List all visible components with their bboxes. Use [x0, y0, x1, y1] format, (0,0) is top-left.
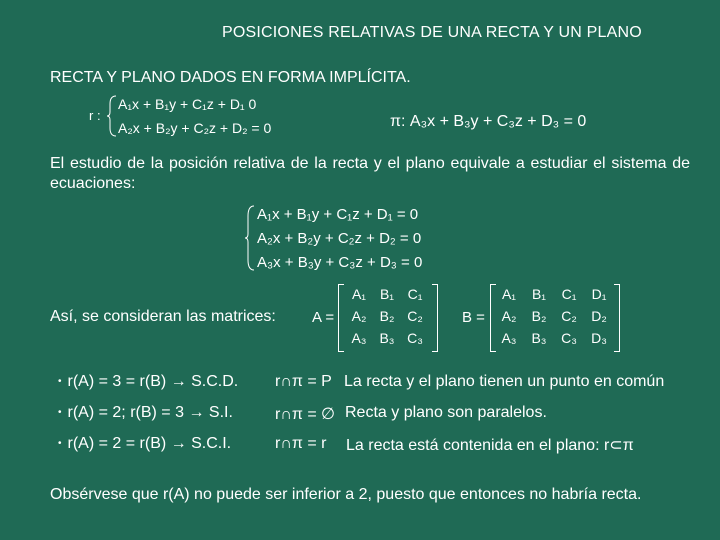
system-equation-3: A₃x + B₃y + C₃z + D₃ = 0 — [257, 254, 423, 271]
matrix-a-cell: C₃ — [407, 330, 423, 346]
matrix-a-cell: C₂ — [407, 308, 423, 324]
matrix-b-cell: A₃ — [501, 330, 517, 346]
arrow-right-icon: → — [170, 373, 187, 390]
system-brace — [244, 204, 256, 272]
matrix-a-cell: A₃ — [351, 330, 367, 346]
matrix-a — [338, 284, 438, 352]
matrix-a-cell: B₁ — [379, 286, 395, 302]
line-equation-2: A₂x + B₂y + C₂z + D₂ = 0 — [118, 120, 272, 136]
arrow-right-icon: → — [188, 404, 205, 421]
matrix-b-cell: C₂ — [561, 308, 577, 324]
matrix-b-name: B = — [462, 309, 485, 326]
matrices-label: Así, se consideran las matrices: — [50, 308, 276, 325]
case-note: Recta y plano son paralelos. — [345, 404, 547, 421]
matrix-a-name: A = — [312, 309, 335, 326]
matrix-a-cell: A₂ — [351, 308, 367, 324]
bullet-icon: • — [58, 376, 62, 388]
case-intersection: r∩π = r — [275, 435, 327, 452]
system-equation-2: A₂x + B₂y + C₂z + D₂ = 0 — [257, 230, 422, 247]
matrix-b-cell: A₂ — [501, 308, 517, 324]
footer-note: Obsérvese que r(A) no puede ser inferior a 2, puesto que entonces no habría recta. — [50, 486, 642, 503]
case-result: S.C.D. — [191, 373, 239, 390]
case-intersection: r∩π = P — [275, 373, 332, 390]
matrix-b-cell: B₁ — [531, 286, 547, 302]
case-row — [58, 373, 238, 391]
matrix-b-cell: D₂ — [591, 308, 607, 324]
case-result: S.C.I. — [191, 435, 232, 452]
matrix-a-cell: A₁ — [351, 286, 367, 302]
matrix-b-cell: A₁ — [501, 286, 517, 302]
plane-equation: π: A₃x + B₃y + C₃z + D₃ = 0 — [390, 113, 587, 130]
case-row — [58, 435, 231, 453]
matrix-b-cell: D₃ — [591, 330, 607, 346]
bullet-icon: • — [58, 407, 62, 419]
explanation-paragraph: El estudio de la posición relativa de la recta y el plano equivale a estudiar el sistema de ecuaciones: — [50, 155, 690, 192]
section-subtitle: RECTA Y PLANO DADOS EN FORMA IMPLÍCITA. — [50, 69, 411, 86]
matrix-b-cell: C₃ — [561, 330, 577, 346]
matrix-a-right-bracket — [432, 284, 438, 352]
case-intersection: r∩π = ∅ — [275, 406, 336, 423]
matrix-b — [490, 284, 620, 352]
line-system-brace — [106, 94, 118, 138]
matrix-b-cell: D₁ — [591, 286, 607, 302]
system-equation-1: A₁x + B₁y + C₁z + D₁ = 0 — [257, 206, 419, 223]
line-equation-1: A₁x + B₁y + C₁z + D₁ 0 — [118, 96, 257, 112]
case-condition: r(A) = 2 = r(B) — [67, 435, 167, 452]
case-note: La recta está contenida en el plano: r⊂π — [346, 437, 634, 454]
matrix-a-cell: B₃ — [379, 330, 395, 346]
case-condition: r(A) = 3 = r(B) — [67, 373, 167, 390]
case-result: S.I. — [208, 404, 233, 421]
matrix-a-cell: B₂ — [379, 308, 395, 324]
page-title: POSICIONES RELATIVAS DE UNA RECTA Y UN PLANO — [222, 24, 642, 41]
bullet-icon: • — [58, 438, 62, 450]
case-row — [58, 404, 233, 422]
case-note: La recta y el plano tienen un punto en común — [344, 373, 665, 390]
arrow-right-icon: → — [170, 435, 187, 452]
matrix-a-cell: C₁ — [407, 286, 423, 302]
matrix-b-cell: B₃ — [531, 330, 547, 346]
case-condition: r(A) = 2; r(B) = 3 — [67, 404, 184, 421]
matrix-b-cell: B₂ — [531, 308, 547, 324]
matrix-b-cell: C₁ — [561, 286, 577, 302]
line-system-label: r : — [89, 108, 101, 123]
